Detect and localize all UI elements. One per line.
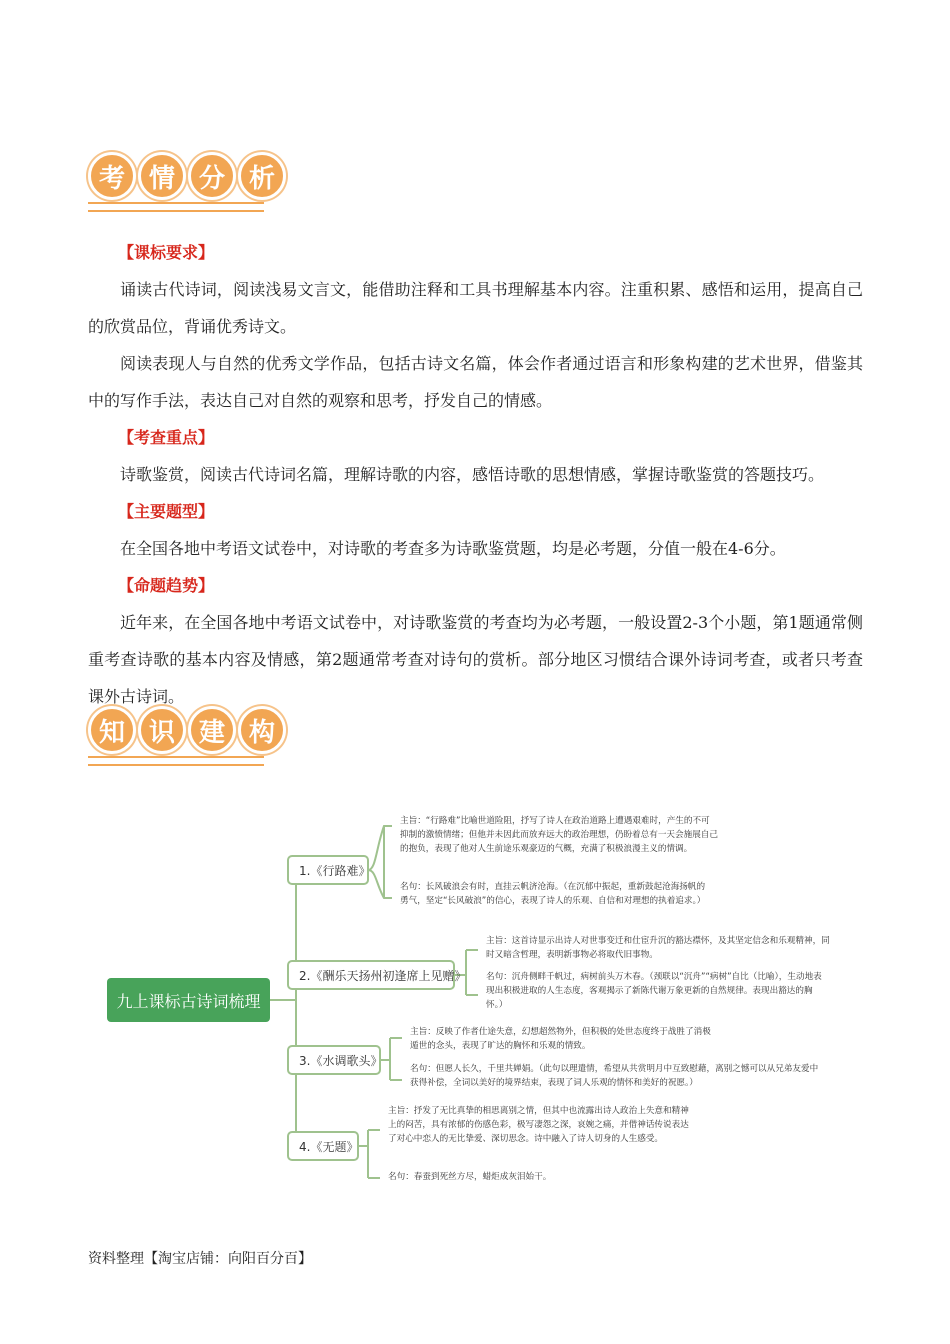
- mindmap-leaf: 名句：长风破浪会有时，直挂云帆济沧海。（在沉郁中振起，重新鼓起沧海扬帆的勇气，坚定“长风破浪”的信心，表现了诗人的乐观、自信和对理想的执着追求。）: [400, 882, 706, 907]
- mindmap-leaf: 主旨：反映了作者仕途失意，幻想超然物外，但积极的处世态度终于战胜了消极遁世的念头，表现了旷达的胸怀和乐观的情致。: [410, 1027, 711, 1052]
- paragraph: 阅读表现人与自然的优秀文学作品，包括古诗文名篇，体会作者通过语言和形象构建的艺术世界，借鉴其中的写作手法，表达自己对自然的观察和思考，抒发自己的情感。: [88, 354, 863, 410]
- mindmap-root: 九上课标古诗词梳理: [107, 978, 270, 1022]
- paragraph: 近年来，在全国各地中考语文试卷中，对诗歌鉴赏的考查均为必考题，一般设置2-3个小题，第1题通常侧重考查诗歌的基本内容及情感，第2题通常考查对诗句的赏析。部分地区习惯结合课外诗词考查，或者只考查课外古诗词。: [88, 613, 863, 706]
- paragraph: 诵读古代诗词，阅读浅易文言文，能借助注释和工具书理解基本内容。注重积累、感悟和运用，提高自己的欣赏品位，背诵优秀诗文。: [88, 280, 863, 336]
- footer-note: 资料整理【淘宝店铺：向阳百分百】: [88, 1251, 312, 1267]
- section-title-zhishi: [88, 706, 286, 754]
- title-char: 情: [138, 152, 186, 200]
- mindmap-node-1: 1.《行路难》: [287, 855, 369, 885]
- title-char: 建: [188, 706, 236, 754]
- section-title-kaoqing: [88, 152, 286, 200]
- paragraph: 诗歌鉴赏，阅读古代诗词名篇，理解诗歌的内容，感悟诗歌的思想情感，掌握诗歌鉴赏的答题技巧。: [120, 465, 825, 484]
- title-char: 考: [88, 152, 136, 200]
- title-underline: [88, 756, 264, 766]
- mindmap-leaf: 主旨：抒发了无比真挚的相思离别之情，但其中也流露出诗人政治上失意和精神上的闷苦，具有浓郁的伤感色彩，极写凄怨之深，哀婉之痛，并借神话传说表达了对心中恋人的无比挚爱、深切思念。诗中融入了诗人切身的人生感受。: [388, 1106, 689, 1145]
- title-char: 分: [188, 152, 236, 200]
- label-kbyq: 【课标要求】: [118, 243, 215, 262]
- mindmap-node-3: 3.《水调歌头》: [287, 1045, 381, 1075]
- title-char: 析: [238, 152, 286, 200]
- mindmap-leaf: 名句：沉舟侧畔千帆过，病树前头万木春。（颈联以“沉舟”“病树”自比（比喻），生动地表现出积极进取的人生态度，客观揭示了新陈代谢万象更新的自然规律。表现出豁达的胸怀。）: [486, 972, 822, 1011]
- analysis-text: [88, 234, 863, 715]
- mindmap-leaf: 主旨：“行路难”比喻世道险阻，抒写了诗人在政治道路上遭遇艰难时，产生的不可抑制的激愤情绪；但他并未因此而放弃远大的政治理想，仍盼着总有一天会施展自己的抱负，表现了他对人生前途乐观豪迈的气概，充满了积极浪漫主义的情调。: [400, 816, 718, 855]
- title-char: 识: [138, 706, 186, 754]
- mindmap-node-2: 2.《酬乐天扬州初逢席上见赠》: [287, 960, 455, 990]
- paragraph: 在全国各地中考语文试卷中，对诗歌的考查多为诗歌鉴赏题，均是必考题，分值一般在4-6分。: [120, 539, 786, 558]
- mindmap-node-4: 4.《无题》: [287, 1131, 359, 1161]
- mindmap-leaf: 名句：但愿人长久，千里共婵娟。（此句以理遣情，希望从共赏明月中互致慰藉，离别之憾可以从兄弟友爱中获得补偿，全词以美好的境界结束，表现了词人乐观的情怀和美好的祝愿。）: [410, 1064, 819, 1089]
- label-zytx: 【主要题型】: [118, 502, 215, 521]
- mindmap-leaf: 名句：春蚕到死丝方尽，蜡炬成灰泪始干。: [388, 1172, 552, 1182]
- title-underline: [88, 202, 264, 212]
- title-char: 知: [88, 706, 136, 754]
- label-kczd: 【考查重点】: [118, 428, 215, 447]
- mindmap-leaf: 主旨：这首诗显示出诗人对世事变迁和仕宦升沉的豁达襟怀，及其坚定信念和乐观精神，同时又暗含哲理，表明新事物必将取代旧事物。: [486, 936, 830, 961]
- title-char: 构: [238, 706, 286, 754]
- label-mtqs: 【命题趋势】: [118, 576, 215, 595]
